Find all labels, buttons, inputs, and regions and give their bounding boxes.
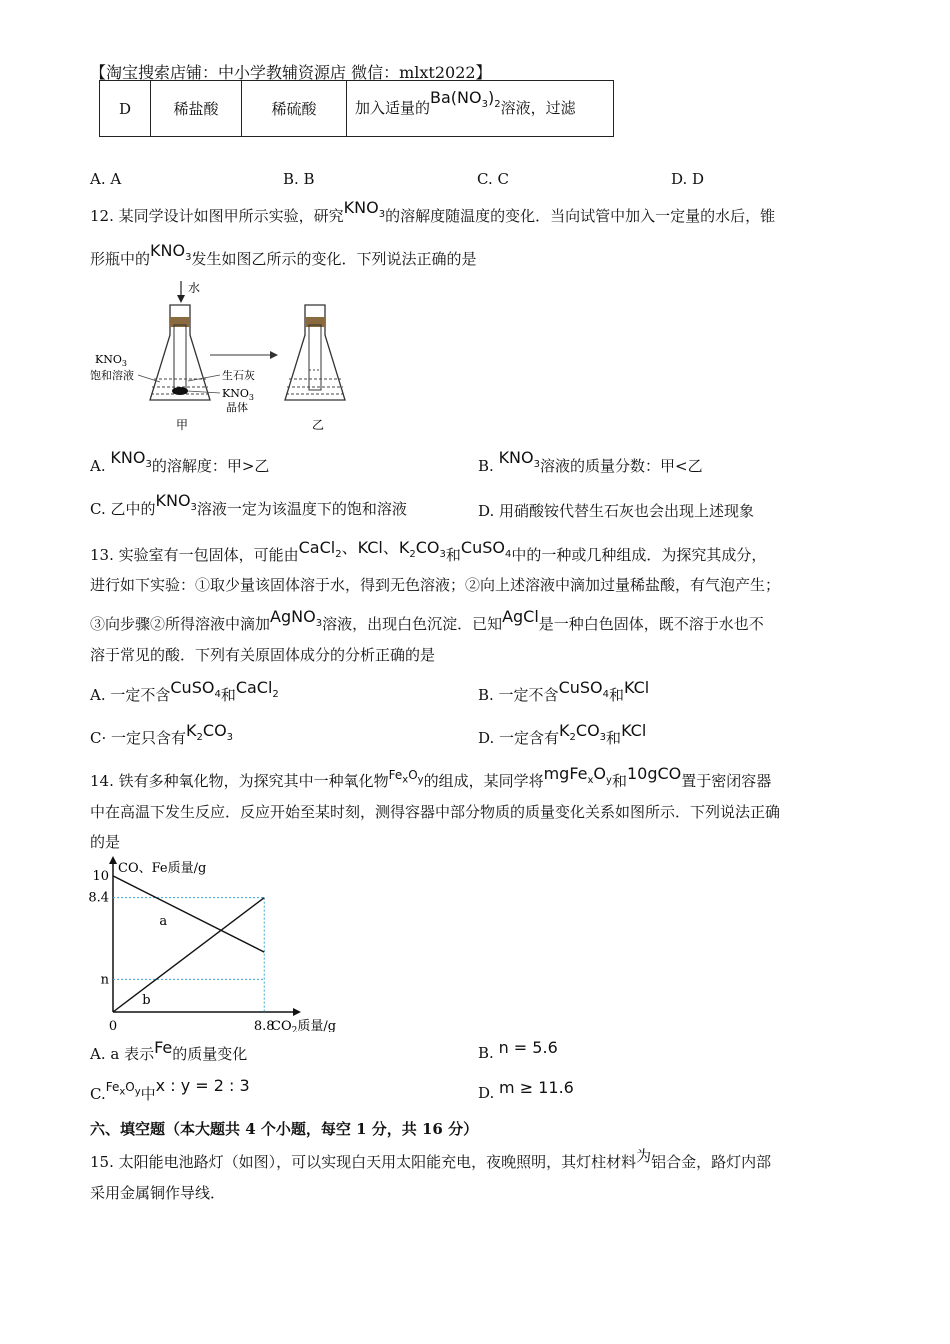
x-tick-0: 0 <box>108 1019 118 1032</box>
option-table <box>99 80 614 137</box>
q12-option-d: D. 用硝酸铵代替生石灰也会出现上述现象 <box>478 502 755 520</box>
water-arrow-head <box>177 295 185 303</box>
q12-option-a: A. $KNO_3$的溶解度：甲>乙 <box>90 448 270 475</box>
series-label-a: a <box>159 913 168 929</box>
series-line-b <box>113 898 264 1012</box>
table-row <box>100 81 614 137</box>
crystal-label-kno3: $KNO_3$ <box>222 387 254 402</box>
q13-stem-line4: 溶于常见的酸．下列有关原固体成分的分析正确的是 <box>90 646 436 664</box>
q14-stem-line3: 的是 <box>90 833 121 851</box>
q11-option-d: D. D <box>671 170 705 188</box>
water-label: 水 <box>188 281 201 295</box>
q13-option-d: D. 一定含有$K_2CO_3$和KCl <box>478 721 647 747</box>
q14-option-b: B. n = 5.6 <box>478 1038 558 1062</box>
q13-option-c: C· 一定只含有$K_2CO_3$ <box>90 721 234 747</box>
x-axis-label: $CO_2$质量/g <box>271 1019 337 1032</box>
q14-option-c: C.$^{Fe_xO_y}$中x : y = 2 : 3 <box>90 1076 250 1103</box>
table-cell-substance: 稀盐酸 <box>151 81 242 137</box>
test-tube-jia <box>174 325 186 390</box>
q14-stem-line1: 14. 铁有多种氧化物，为探究其中一种氧化物$^{Fe_xO_y}$的组成，某同学将$mgFe_xO_y$和10gCO置于密闭容器 <box>90 764 772 790</box>
label-jia: 甲 <box>176 418 189 432</box>
q12-stem-line2: 形瓶中的$KNO_3$发生如图乙所示的变化．下列说法正确的是 <box>90 241 477 268</box>
mass-chart <box>88 852 338 1032</box>
y-axis-label: CO、Fe质量/g <box>118 861 207 876</box>
test-tube-yi <box>309 325 321 390</box>
q13-stem-line1: 13. 实验室有一包固体，可能由CaCl$_2$、KCl、$K_2CO_3$和CuSO$_4$中的一种或几种组成．为探究其成分， <box>90 538 767 564</box>
q14-option-a: A. a 表示Fe的质量变化 <box>90 1038 248 1063</box>
section-6-title: 六、填空题（本大题共 4 个小题，每空 1 分，共 16 分） <box>90 1120 479 1138</box>
page-header: 【淘宝搜索店铺：中小学教辅资源店 微信：mlxt2022】 <box>90 63 492 82</box>
lime-label: 生石灰 <box>222 369 255 382</box>
q13-stem-line3: ③向步骤②所得溶液中滴加AgNO$_3$溶液，出现白色沉淀．已知AgCl是一种白色固体，既不溶于水也不 <box>90 607 764 633</box>
q12-option-b: B. $KNO_3$溶液的质量分数：甲<乙 <box>478 448 703 475</box>
label-yi: 乙 <box>312 418 325 432</box>
crystal-jia <box>172 387 188 395</box>
q14-stem-line2: 中在高温下发生反应．反应开始至某时刻，测得容器中部分物质的质量变化关系如图所示．下列说法正确 <box>90 803 781 821</box>
flask-experiment-figure <box>90 275 380 440</box>
left-label-saturated: 饱和溶液 <box>90 369 134 382</box>
q11-option-b: B. B <box>283 170 315 188</box>
table-cell-label: D <box>100 81 151 137</box>
formula-kno3: $KNO_3$ <box>343 198 386 221</box>
q13-option-a: A. 一定不含CuSO$_4$和CaCl$_2$ <box>90 678 279 704</box>
x-axis-arrow <box>293 1008 301 1016</box>
formula-kno3: $KNO_3$ <box>150 241 192 264</box>
q11-option-c: C. C <box>477 170 509 188</box>
table-cell-method: 加入适量的$Ba(NO_3)_2$溶液，过滤 <box>347 81 614 137</box>
crystal-label-text: 晶体 <box>226 401 248 414</box>
q14-option-d: D. m ≥ 11.6 <box>478 1078 574 1102</box>
q15-stem-line2: 采用金属铜作导线． <box>90 1184 226 1202</box>
q12-option-c: C. 乙中的$KNO_3$溶液一定为该温度下的饱和溶液 <box>90 491 407 518</box>
q11-option-a: A. A <box>90 170 122 188</box>
table-cell-impurity: 稀硫酸 <box>242 81 347 137</box>
formula-ba-no3-2: $Ba(NO_3)_2$ <box>430 87 501 111</box>
q12-stem-line1: 12. 某同学设计如图甲所示实验，研究$KNO_3$的溶解度随温度的变化．当向试管中加入一定量的水后，锥 <box>90 198 776 225</box>
y-axis-arrow <box>109 856 117 864</box>
series-label-b: b <box>142 992 151 1008</box>
q13-stem-line2: 进行如下实验：①取少量该固体溶于水，得到无色溶液；②向上述溶液中滴加过量稀盐酸，有气泡产生； <box>90 576 781 594</box>
y-tick-2: n <box>100 972 109 988</box>
y-tick-1: 8.4 <box>88 890 109 906</box>
q15-stem-line1: 15. 太阳能电池路灯（如图），可以实现白天用太阳能充电，夜晚照明，其灯柱材料为铝合金，路灯内部 <box>90 1147 772 1171</box>
x-tick-1: 8.8 <box>253 1019 275 1032</box>
q13-option-b: B. 一定不含CuSO$_4$和KCl <box>478 678 650 704</box>
left-label-kno3: $KNO_3$ <box>95 353 127 368</box>
y-tick-0: 10 <box>92 868 109 884</box>
